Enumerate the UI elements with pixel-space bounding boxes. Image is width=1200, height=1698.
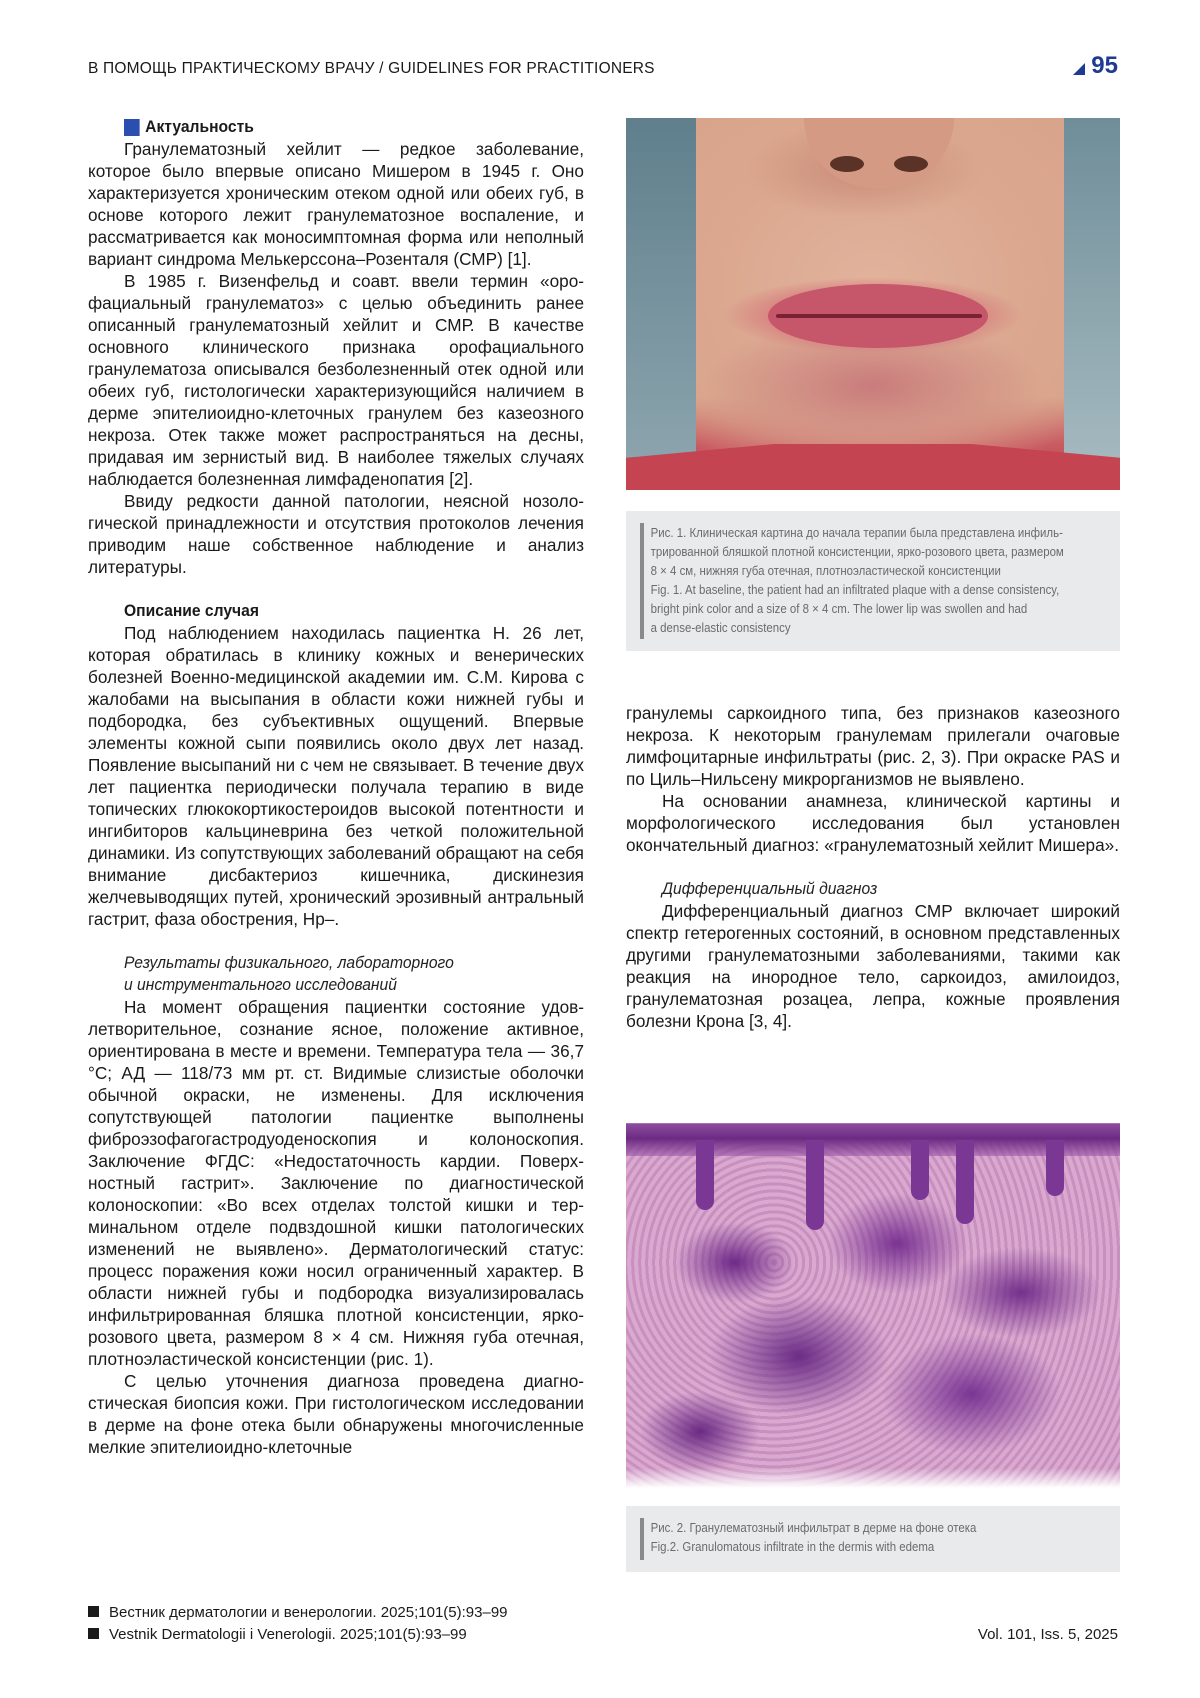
figure-2-caption <box>626 1506 1120 1572</box>
caption-line: a dense-elastic consistency <box>650 620 791 635</box>
paragraph: Дифференциальный диагноз СМР включает широкий спектр гетерогенных состояний, в основном представленных другими гранулематозными заболеваниями, такими как реакция на инородное тело, саркоидоз, амилоидоз, гранулематозная розацеа, лепра, кожные проявления болезни Крона [3, 4]. <box>626 901 1120 1031</box>
caption-line: Fig.2. Granulomatous infiltrate in the dermis with edema <box>650 1539 935 1554</box>
subsection-heading-line: Результаты физикального, лабораторного <box>124 953 454 972</box>
subsection-heading-results <box>124 952 547 996</box>
photo-nose <box>804 118 954 188</box>
photo-mouth-line <box>776 314 982 318</box>
section-heading-relevance <box>124 116 547 138</box>
figure-1-clinical-photo <box>626 118 1120 490</box>
histology-rete-ridge <box>696 1140 714 1210</box>
footer-text: Вестник дерматологии и венерологии. 2025;101(5):93–99 <box>109 1604 508 1621</box>
histology-rete-ridge <box>1046 1140 1064 1196</box>
caption-line: трированной бляшкой плотной консистенции, ярко-розового цвета, размером <box>650 544 1064 559</box>
page-number <box>1073 52 1118 80</box>
paragraph: На момент обращения пациентки состояние удовлетворительное, сознание ясное, положение активное, ориентирована в месте и времени. Температура тела — 36,7 °C; АД — 118/73 мм рт. ст. Видимые слизистые оболочки обычной окраски, не изменены. Для исключения сопутствующей патологии пациентке выполнены фиброэзофагогастродуоденоскопия и колоноскопия. Заключение ФГДС: «Недостаточность кардии. Поверхностный гастрит». Заключение по диагностической колоноскопии: «Во всех отделах толстой кишки и терминальном отделе подвздошной кишки патологических изменений не выявлено». Дерматологический статус: процесс поражения кожи носил ограниченный характер. В области нижней губы и подбородка визуализировалась инфильтрированная бляшка плотной консистенции, ярко-розового цвета, размером 8 × 4 см. Нижняя губа отечная, плотноэластической консистенции (рис. 1). <box>88 997 584 1369</box>
photo-nostril <box>894 156 928 172</box>
photo-nostril <box>830 156 864 172</box>
histology-rete-ridge <box>956 1140 974 1224</box>
photo-shirt <box>626 444 1120 490</box>
caption-line: 8 × 4 см, нижняя губа отечная, плотноэластической консистенции <box>650 563 1001 578</box>
running-head: В ПОМОЩЬ ПРАКТИЧЕСКОМУ ВРАЧУ / GUIDELINES FOR PRACTITIONERS <box>88 60 655 77</box>
footer-bullet-icon <box>88 1628 99 1639</box>
caption-line: Fig. 1. At baseline, the patient had an infiltrated plaque with a dense consistency, <box>650 582 1060 597</box>
photo-background-right <box>1064 118 1120 490</box>
footer-journal-en <box>88 1626 467 1643</box>
photo-background-left <box>626 118 696 490</box>
footer-journal-ru <box>88 1604 508 1621</box>
histology-fade <box>626 1468 1120 1488</box>
section-heading-text: Актуальность <box>145 117 254 136</box>
right-column <box>626 702 1120 1032</box>
paragraph: С целью уточнения диагноза проведена диагностическая биопсия кожи. При гистологическом исследовании в дерме на фоне отека были обнаружены многочисленные мелкие эпителиоидно-клеточные <box>88 1371 584 1457</box>
paragraph: Под наблюдением находилась пациентка Н. 26 лет, которая обратилась в клинику кожных и венерических болезней Военно-медицинской академии им. С.М. Кирова с жалобами на высыпания в области кожи нижней губы и подбородка, без субъективных ощущений. Впервые элементы кожной сыпи появились около двух лет назад. Появление высыпаний ни с чем не связывает. В течение двух лет пациентка периодически получала терапию в виде топических глюкокортикостероидов высокой потентности и ингибиторов кальциневрина без четкой положительной динамики. Из сопутствующих заболеваний обращают на себя внимание дисбактериоз кишечника, дискинезия желчевыводящих путей, хронический эрозивный антральный гастрит, фаза обострения, Hp–. <box>88 623 584 929</box>
section-marker-icon <box>124 119 140 136</box>
paragraph: гранулемы саркоидного типа, без признаков казеозного некроза. К некоторым гранулемам прилегали очаговые лимфоцитарные инфильтраты (рис. 2, 3). При окраске PAS и по Циль–Нильсену микрорганизмов не выявлено. <box>626 703 1120 789</box>
paragraph: В 1985 г. Визенфельд и соавт. ввели термин «орофациальный гранулематоз» с целью объединить ранее описанный гранулематозный хейлит и СМР. В качестве основного клинического признака орофациального гранулематоза описывался безболезненный отек одной или обеих губ, гистологически характеризующийся наличием в дерме эпителиоидно-клеточных гранулем без казеозного некроза. Отек также может распространяться на десны, придавая им зернистый вид. В наиболее тяжелых случаях наблюдается болезненная лимфаденопатия [2]. <box>88 271 584 489</box>
triangle-icon <box>1073 63 1085 75</box>
footer-bullet-icon <box>88 1606 99 1617</box>
caption-line: Рис. 2. Гранулематозный инфильтрат в дерме на фоне отека <box>650 1520 977 1535</box>
caption-line: bright pink color and a size of 8 × 4 cm. The lower lip was swollen and had <box>650 601 1028 616</box>
paragraph: Гранулематозный хейлит — редкое заболевание, которое было впервые описано Мишером в 1945 г. Оно характеризуется хроническим отеком одной или обеих губ, в основе которого лежит гранулематозное воспаление, и рассматривается как моносимптомная форма или неполный вариант синдрома Мелькерссона–Розенталя (СМР) [1]. <box>88 139 584 269</box>
paragraph: Ввиду редкости данной патологии, неясной нозологической принадлежности и отсутствия протоколов лечения приводим наше собственное наблюдение и анализ литературы. <box>88 491 584 577</box>
section-heading-case: Описание случая <box>124 601 259 620</box>
paragraph: На основании анамнеза, клинической картины и морфологического исследования был установлен окончательный диагноз: «гранулематозный хейлит Мишера». <box>626 791 1120 855</box>
subsection-heading-differential: Дифференциальный диагноз <box>662 879 878 898</box>
figure-1-caption <box>626 511 1120 651</box>
left-column <box>88 116 584 1458</box>
figure-2-histology <box>626 1112 1120 1488</box>
caption-line: Рис. 1. Клиническая картина до начала терапии была представлена инфиль- <box>650 525 1063 540</box>
page-number-text: 95 <box>1091 52 1118 79</box>
subsection-heading-line: и инструментального исследований <box>124 975 397 994</box>
footer-text: Vestnik Dermatologii i Venerologii. 2025;101(5):93–99 <box>109 1626 467 1643</box>
footer-volume: Vol. 101, Iss. 5, 2025 <box>977 1626 1118 1643</box>
histology-rete-ridge <box>911 1140 929 1200</box>
histology-rete-ridge <box>806 1140 824 1230</box>
